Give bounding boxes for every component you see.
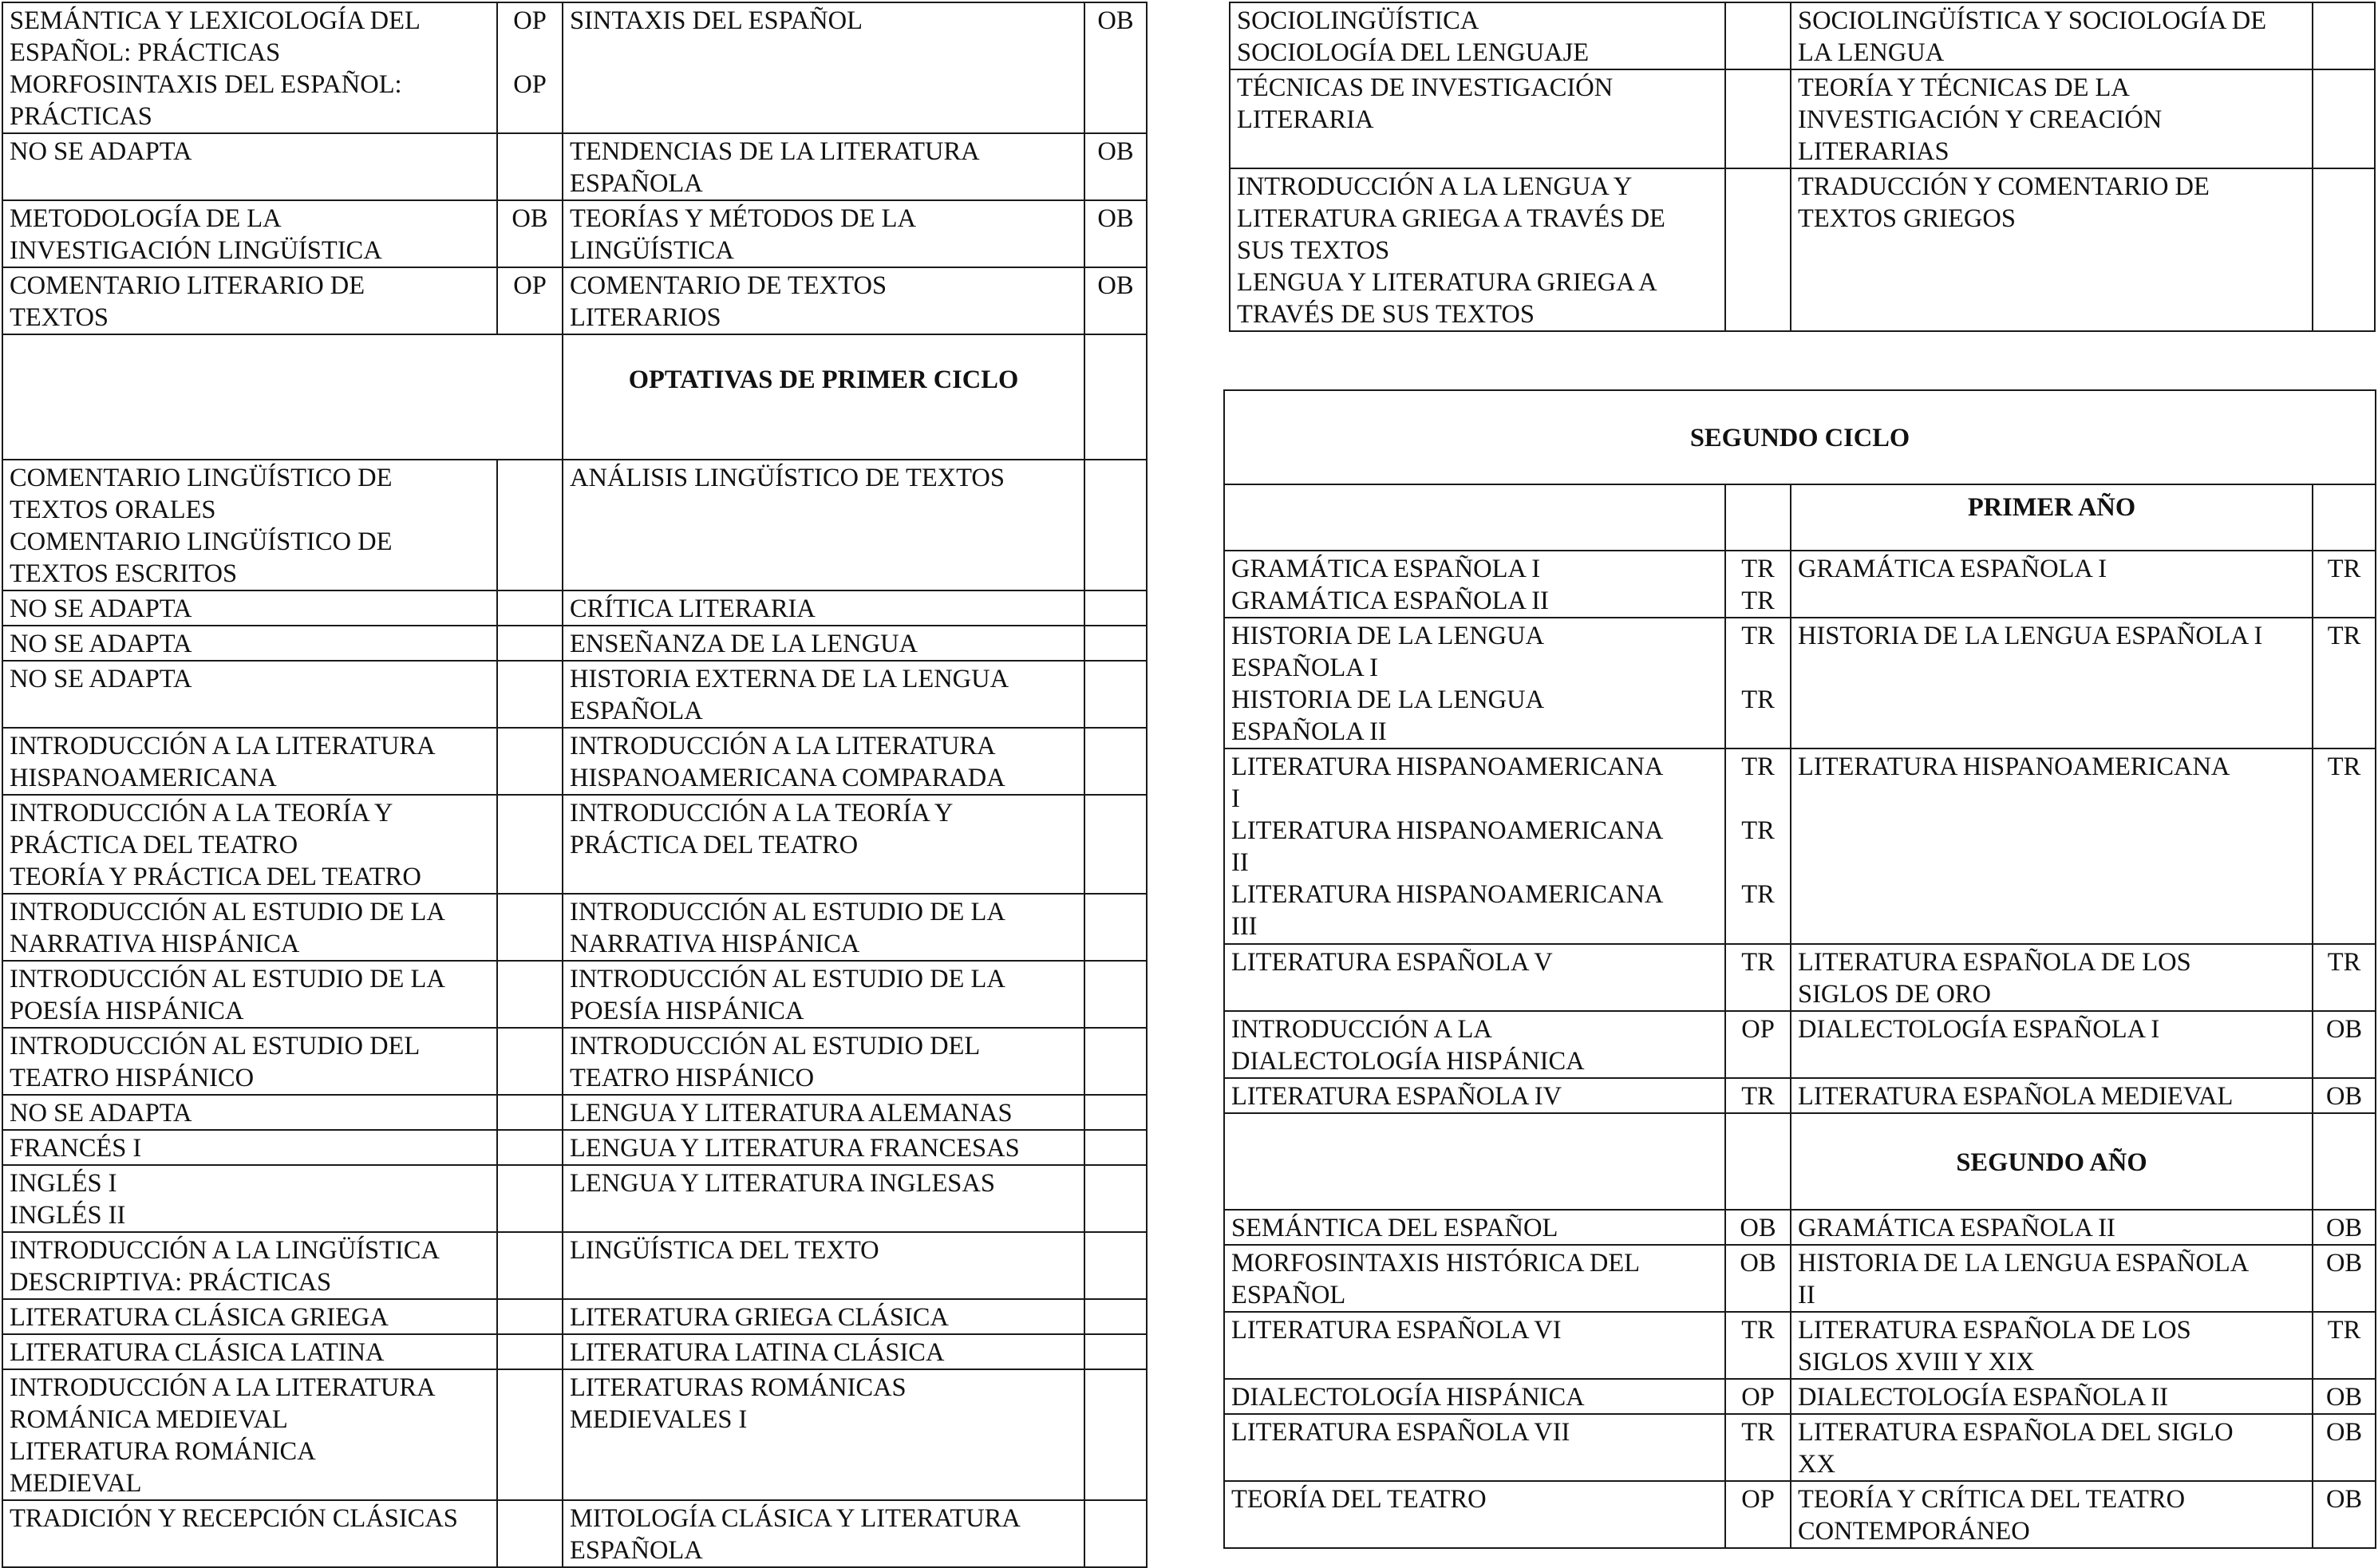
new-course-cell: LITERATURA HISPANOAMERICANA	[1791, 748, 2313, 944]
new-course-cell: LENGUA Y LITERATURA FRANCESAS	[563, 1130, 1084, 1165]
old-course-type-cell	[497, 1095, 563, 1130]
new-course-cell: MITOLOGÍA CLÁSICA Y LITERATURA ESPAÑOLA	[563, 1500, 1084, 1567]
new-course-cell: ANÁLISIS LINGÜÍSTICO DE TEXTOS	[563, 460, 1084, 590]
new-course-type-cell	[1084, 894, 1147, 961]
old-course-type-cell: TR	[1725, 1414, 1791, 1481]
new-course-cell: TEORÍAS Y MÉTODOS DE LA LINGÜÍSTICA	[563, 200, 1084, 267]
old-course-cell: INTRODUCCIÓN A LA LENGUA Y LITERATURA GRIEGA A TRAVÉS DE SUS TEXTOS LENGUA Y LITERATURA GRIEGA A TRAVÉS DE SUS TEXTOS	[1230, 168, 1725, 331]
old-course-type-cell	[497, 961, 563, 1028]
old-course-type-cell	[497, 894, 563, 961]
old-course-cell: LITERATURA ESPAÑOLA VI	[1224, 1312, 1725, 1379]
table-row	[1224, 1481, 2376, 1548]
table-row	[2, 133, 1147, 200]
right-top-table-body	[1230, 2, 2375, 331]
new-course-type-cell	[1084, 795, 1147, 894]
table-row	[1224, 748, 2376, 944]
empty-cell	[1224, 484, 1725, 551]
new-course-cell: HISTORIA EXTERNA DE LA LENGUA ESPAÑOLA	[563, 661, 1084, 728]
empty-cell	[1084, 334, 1147, 460]
table-row	[1230, 2, 2375, 69]
table-row	[2, 894, 1147, 961]
table-row	[2, 626, 1147, 661]
new-course-type-cell: TR	[2313, 618, 2376, 748]
old-course-cell: GRAMÁTICA ESPAÑOLA I GRAMÁTICA ESPAÑOLA II	[1224, 551, 1725, 618]
new-course-type-cell: TR	[2313, 748, 2376, 944]
new-course-cell: LITERATURA ESPAÑOLA DE LOS SIGLOS XVIII Y XIX	[1791, 1312, 2313, 1379]
new-course-cell: SOCIOLINGÜÍSTICA Y SOCIOLOGÍA DE LA LENGUA	[1791, 2, 2313, 69]
new-course-cell: DIALECTOLOGÍA ESPAÑOLA II	[1791, 1379, 2313, 1414]
old-course-cell: INTRODUCCIÓN A LA LINGÜÍSTICA DESCRIPTIVA: PRÁCTICAS	[2, 1232, 497, 1299]
old-course-type-cell	[497, 626, 563, 661]
old-course-cell: SEMÁNTICA DEL ESPAÑOL	[1224, 1210, 1725, 1245]
new-course-type-cell	[1084, 1334, 1147, 1369]
old-course-type-cell	[497, 590, 563, 626]
empty-cell	[1725, 1113, 1791, 1210]
old-course-type-cell	[497, 1165, 563, 1232]
new-course-type-cell: TR	[2313, 1312, 2376, 1379]
old-course-cell: FRANCÉS I	[2, 1130, 497, 1165]
old-course-cell: LITERATURA HISPANOAMERICANA I LITERATURA HISPANOAMERICANA II LITERATURA HISPANOAMERICANA III	[1224, 748, 1725, 944]
old-course-type-cell	[497, 1334, 563, 1369]
old-course-cell: INTRODUCCIÓN AL ESTUDIO DE LA NARRATIVA HISPÁNICA	[2, 894, 497, 961]
old-course-type-cell	[497, 1130, 563, 1165]
table-row	[1224, 1379, 2376, 1414]
new-course-type-cell: OB	[2313, 1011, 2376, 1078]
old-course-cell: LITERATURA CLÁSICA LATINA	[2, 1334, 497, 1369]
year-heading: SEGUNDO AÑO	[1791, 1113, 2313, 1210]
new-course-type-cell: OB	[1084, 133, 1147, 200]
new-course-type-cell: TR	[2313, 551, 2376, 618]
new-course-cell: CRÍTICA LITERARIA	[563, 590, 1084, 626]
new-course-type-cell	[2313, 2, 2375, 69]
new-course-type-cell: OB	[2313, 1481, 2376, 1548]
new-course-type-cell	[1084, 1369, 1147, 1500]
old-course-type-cell	[497, 1028, 563, 1095]
table-row	[1224, 1210, 2376, 1245]
new-course-type-cell	[2313, 69, 2375, 168]
new-course-type-cell: OB	[1084, 200, 1147, 267]
old-course-type-cell: TR TR	[1725, 551, 1791, 618]
new-course-cell: HISTORIA DE LA LENGUA ESPAÑOLA II	[1791, 1245, 2313, 1312]
table-row	[2, 1299, 1147, 1334]
new-course-cell: LITERATURA LATINA CLÁSICA	[563, 1334, 1084, 1369]
new-course-type-cell: OB	[2313, 1245, 2376, 1312]
table-row	[2, 1165, 1147, 1232]
table-row	[2, 1500, 1147, 1567]
old-course-cell: INTRODUCCIÓN AL ESTUDIO DEL TEATRO HISPÁNICO	[2, 1028, 497, 1095]
new-course-type-cell	[1084, 961, 1147, 1028]
section-heading-row	[2, 334, 1147, 460]
new-course-cell: INTRODUCCIÓN AL ESTUDIO DE LA NARRATIVA HISPÁNICA	[563, 894, 1084, 961]
segundo-ciclo-table-body	[1224, 390, 2376, 1548]
new-course-type-cell: OB	[2313, 1078, 2376, 1113]
table-row	[1224, 1414, 2376, 1481]
table-row	[1224, 1312, 2376, 1379]
old-course-type-cell	[497, 133, 563, 200]
new-course-type-cell	[1084, 590, 1147, 626]
old-course-type-cell	[497, 795, 563, 894]
old-course-type-cell: TR	[1725, 1078, 1791, 1113]
old-course-cell: LITERATURA ESPAÑOLA V	[1224, 944, 1725, 1011]
new-course-type-cell: OB	[1084, 267, 1147, 334]
old-course-type-cell: TR TR TR	[1725, 748, 1791, 944]
old-course-cell: SOCIOLINGÜÍSTICA SOCIOLOGÍA DEL LENGUAJE	[1230, 2, 1725, 69]
new-course-cell: TEORÍA Y TÉCNICAS DE LA INVESTIGACIÓN Y CREACIÓN LITERARIAS	[1791, 69, 2313, 168]
old-course-type-cell	[1725, 69, 1791, 168]
new-course-type-cell	[1084, 728, 1147, 795]
table-row	[1224, 618, 2376, 748]
old-course-type-cell	[1725, 2, 1791, 69]
old-course-type-cell	[497, 661, 563, 728]
old-course-cell: LITERATURA ESPAÑOLA VII	[1224, 1414, 1725, 1481]
old-course-type-cell: OP	[1725, 1481, 1791, 1548]
new-course-type-cell: OB	[1084, 2, 1147, 133]
new-course-cell: INTRODUCCIÓN AL ESTUDIO DE LA POESÍA HISPÁNICA	[563, 961, 1084, 1028]
segundo-ciclo-title: SEGUNDO CICLO	[1224, 390, 2376, 484]
empty-cell	[2313, 484, 2376, 551]
old-course-cell: LITERATURA ESPAÑOLA IV	[1224, 1078, 1725, 1113]
new-course-cell: INTRODUCCIÓN A LA LITERATURA HISPANOAMERICANA COMPARADA	[563, 728, 1084, 795]
old-course-type-cell: OP OP	[497, 2, 563, 133]
old-course-cell: TÉCNICAS DE INVESTIGACIÓN LITERARIA	[1230, 69, 1725, 168]
table-row	[1224, 1011, 2376, 1078]
old-course-cell: NO SE ADAPTA	[2, 626, 497, 661]
left-equivalence-table	[2, 2, 1148, 1568]
old-course-cell: NO SE ADAPTA	[2, 661, 497, 728]
year-heading: PRIMER AÑO	[1791, 484, 2313, 551]
table-row	[1224, 1245, 2376, 1312]
segundo-ciclo-table	[1223, 389, 2376, 1549]
old-course-cell: LITERATURA CLÁSICA GRIEGA	[2, 1299, 497, 1334]
new-course-cell: COMENTARIO DE TEXTOS LITERARIOS	[563, 267, 1084, 334]
new-course-type-cell	[1084, 626, 1147, 661]
new-course-type-cell	[1084, 1165, 1147, 1232]
left-table-body	[2, 2, 1147, 1567]
table-row	[1224, 1078, 2376, 1113]
new-course-type-cell	[1084, 1299, 1147, 1334]
new-course-type-cell	[1084, 1028, 1147, 1095]
new-course-type-cell	[1084, 1232, 1147, 1299]
new-course-type-cell: OB	[2313, 1414, 2376, 1481]
table-row	[1230, 69, 2375, 168]
old-course-type-cell: TR	[1725, 944, 1791, 1011]
new-course-cell: INTRODUCCIÓN A LA TEORÍA Y PRÁCTICA DEL TEATRO	[563, 795, 1084, 894]
table-row	[2, 1334, 1147, 1369]
old-course-type-cell	[497, 1232, 563, 1299]
old-course-cell: COMENTARIO LITERARIO DE TEXTOS	[2, 267, 497, 334]
table-row	[2, 2, 1147, 133]
new-course-cell: DIALECTOLOGÍA ESPAÑOLA I	[1791, 1011, 2313, 1078]
table-row	[2, 1232, 1147, 1299]
old-course-type-cell	[1725, 168, 1791, 331]
new-course-cell: LENGUA Y LITERATURA INGLESAS	[563, 1165, 1084, 1232]
old-course-cell: INTRODUCCIÓN A LA TEORÍA Y PRÁCTICA DEL TEATRO TEORÍA Y PRÁCTICA DEL TEATRO	[2, 795, 497, 894]
new-course-cell: ENSEÑANZA DE LA LENGUA	[563, 626, 1084, 661]
old-course-type-cell: TR TR	[1725, 618, 1791, 748]
old-course-type-cell	[497, 460, 563, 590]
new-course-cell: SINTAXIS DEL ESPAÑOL	[563, 2, 1084, 133]
table-row	[2, 661, 1147, 728]
empty-cell	[1224, 1113, 1725, 1210]
old-course-cell: COMENTARIO LINGÜÍSTICO DE TEXTOS ORALES COMENTARIO LINGÜÍSTICO DE TEXTOS ESCRITOS	[2, 460, 497, 590]
old-course-cell: DIALECTOLOGÍA HISPÁNICA	[1224, 1379, 1725, 1414]
new-course-cell: LITERATURA ESPAÑOLA MEDIEVAL	[1791, 1078, 2313, 1113]
new-course-type-cell: TR	[2313, 944, 2376, 1011]
empty-cell	[1725, 484, 1791, 551]
new-course-type-cell: OB	[2313, 1210, 2376, 1245]
table-row	[2, 590, 1147, 626]
empty-cell	[2, 334, 563, 460]
empty-cell	[2313, 1113, 2376, 1210]
old-course-type-cell: OB	[1725, 1210, 1791, 1245]
old-course-cell: MORFOSINTAXIS HISTÓRICA DEL ESPAÑOL	[1224, 1245, 1725, 1312]
table-row	[1224, 551, 2376, 618]
new-course-cell: INTRODUCCIÓN AL ESTUDIO DEL TEATRO HISPÁNICO	[563, 1028, 1084, 1095]
old-course-cell: INTRODUCCIÓN A LA LITERATURA ROMÁNICA MEDIEVAL LITERATURA ROMÁNICA MEDIEVAL	[2, 1369, 497, 1500]
segundo-ciclo-title-row	[1224, 390, 2376, 484]
new-course-type-cell	[1084, 1095, 1147, 1130]
year-heading-row	[1224, 1113, 2376, 1210]
old-course-cell: NO SE ADAPTA	[2, 133, 497, 200]
new-course-cell: HISTORIA DE LA LENGUA ESPAÑOLA I	[1791, 618, 2313, 748]
table-row	[2, 1130, 1147, 1165]
table-row	[1230, 168, 2375, 331]
old-course-cell: INTRODUCCIÓN A LA DIALECTOLOGÍA HISPÁNICA	[1224, 1011, 1725, 1078]
new-course-cell: LITERATURA GRIEGA CLÁSICA	[563, 1299, 1084, 1334]
new-course-cell: LITERATURAS ROMÁNICAS MEDIEVALES I	[563, 1369, 1084, 1500]
new-course-cell: LINGÜÍSTICA DEL TEXTO	[563, 1232, 1084, 1299]
new-course-type-cell	[2313, 168, 2375, 331]
table-row	[2, 267, 1147, 334]
new-course-cell: TEORÍA Y CRÍTICA DEL TEATRO CONTEMPORÁNEO	[1791, 1481, 2313, 1548]
old-course-cell: INTRODUCCIÓN A LA LITERATURA HISPANOAMERICANA	[2, 728, 497, 795]
old-course-cell: INGLÉS I INGLÉS II	[2, 1165, 497, 1232]
table-row	[2, 728, 1147, 795]
year-heading-row	[1224, 484, 2376, 551]
new-course-cell: LITERATURA ESPAÑOLA DE LOS SIGLOS DE ORO	[1791, 944, 2313, 1011]
new-course-type-cell	[1084, 1500, 1147, 1567]
old-course-cell: TEORÍA DEL TEATRO	[1224, 1481, 1725, 1548]
table-row	[2, 460, 1147, 590]
old-course-type-cell: OP	[1725, 1379, 1791, 1414]
old-course-type-cell: OP	[1725, 1011, 1791, 1078]
old-course-type-cell: OP	[497, 267, 563, 334]
new-course-cell: TENDENCIAS DE LA LITERATURA ESPAÑOLA	[563, 133, 1084, 200]
old-course-type-cell	[497, 1369, 563, 1500]
table-row	[2, 795, 1147, 894]
table-row	[2, 1095, 1147, 1130]
old-course-cell: TRADICIÓN Y RECEPCIÓN CLÁSICAS	[2, 1500, 497, 1567]
new-course-cell: TRADUCCIÓN Y COMENTARIO DE TEXTOS GRIEGOS	[1791, 168, 2313, 331]
old-course-type-cell	[497, 728, 563, 795]
old-course-cell: METODOLOGÍA DE LA INVESTIGACIÓN LINGÜÍSTICA	[2, 200, 497, 267]
new-course-cell: LITERATURA ESPAÑOLA DEL SIGLO XX	[1791, 1414, 2313, 1481]
new-course-cell: LENGUA Y LITERATURA ALEMANAS	[563, 1095, 1084, 1130]
old-course-type-cell: TR	[1725, 1312, 1791, 1379]
section-heading: OPTATIVAS DE PRIMER CICLO	[563, 334, 1084, 460]
new-course-cell: GRAMÁTICA ESPAÑOLA II	[1791, 1210, 2313, 1245]
table-row	[2, 200, 1147, 267]
table-row	[2, 961, 1147, 1028]
old-course-cell: HISTORIA DE LA LENGUA ESPAÑOLA I HISTORIA DE LA LENGUA ESPAÑOLA II	[1224, 618, 1725, 748]
table-row	[2, 1028, 1147, 1095]
new-course-type-cell	[1084, 460, 1147, 590]
old-course-cell: SEMÁNTICA Y LEXICOLOGÍA DEL ESPAÑOL: PRÁCTICAS MORFOSINTAXIS DEL ESPAÑOL: PRÁCTICAS	[2, 2, 497, 133]
old-course-type-cell: OB	[497, 200, 563, 267]
old-course-cell: NO SE ADAPTA	[2, 1095, 497, 1130]
new-course-type-cell	[1084, 1130, 1147, 1165]
new-course-type-cell: OB	[2313, 1379, 2376, 1414]
table-row	[2, 1369, 1147, 1500]
old-course-cell: NO SE ADAPTA	[2, 590, 497, 626]
table-row	[1224, 944, 2376, 1011]
old-course-type-cell	[497, 1299, 563, 1334]
old-course-type-cell	[497, 1500, 563, 1567]
right-top-equivalence-table	[1229, 2, 2376, 332]
old-course-type-cell: OB	[1725, 1245, 1791, 1312]
new-course-type-cell	[1084, 661, 1147, 728]
new-course-cell: GRAMÁTICA ESPAÑOLA I	[1791, 551, 2313, 618]
old-course-cell: INTRODUCCIÓN AL ESTUDIO DE LA POESÍA HISPÁNICA	[2, 961, 497, 1028]
